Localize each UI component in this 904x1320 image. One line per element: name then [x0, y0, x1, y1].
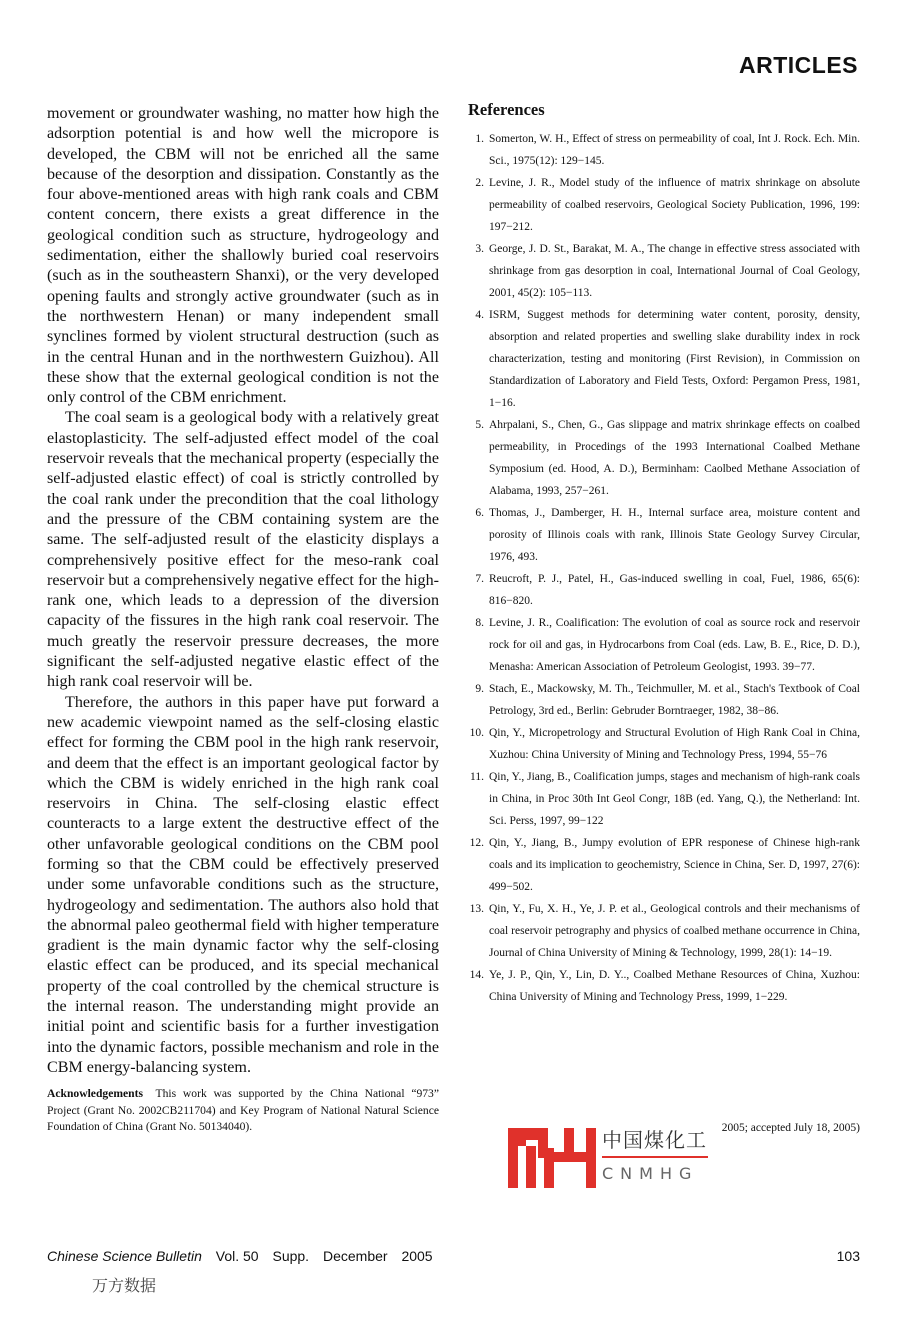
- journal-volume: Vol. 50: [215, 1248, 259, 1264]
- reference-text: Somerton, W. H., Effect of stress on permeability of coal, Int J. Rock. Ech. Min. Sci., 1975(12): 129−145.: [489, 133, 860, 167]
- reference-text: Stach, E., Mackowsky, M. Th., Teichmuller, M. et al., Stach's Textbook of Coal Petrology, 3rd ed., Berlin: Gebruder Borntraeger, 1982, 38−86.: [489, 683, 860, 717]
- reference-item: [468, 568, 860, 612]
- journal-name: Chinese Science Bulletin: [47, 1248, 202, 1264]
- logo-chinese-text: 中国煤化工: [602, 1128, 707, 1152]
- reference-text: Qin, Y., Jiang, B., Coalification jumps, stages and mechanism of high-rank coals in China, in Proc 30th Int Geol Congr, 18B (ed. Yang, Q.), the Netherland: Int. Sci. Perss, 1997, 99−122: [489, 771, 860, 827]
- reference-number: 2.: [475, 177, 484, 189]
- reference-item: [468, 722, 860, 766]
- reference-item: [468, 502, 860, 568]
- reference-text: Reucroft, P. J., Patel, H., Gas-induced swelling in coal, Fuel, 1986, 65(6): 816−820.: [489, 573, 860, 607]
- acknowledgements-label: Acknowledgements: [47, 1087, 143, 1101]
- reference-text: Thomas, J., Damberger, H. H., Internal surface area, moisture content and porosity of Illinois coals with rank, Illinois State Geology Survey Circular, 1976, 493.: [489, 507, 860, 563]
- reference-number: 12.: [469, 837, 484, 849]
- mh-logo-icon: [508, 1128, 596, 1188]
- reference-item: [468, 238, 860, 304]
- reference-text: Qin, Y., Jiang, B., Jumpy evolution of EPR responese of Chinese high-rank coals and its implication to geochemistry, Science in China, Ser. D, 1997, 27(6): 499−502.: [489, 837, 860, 893]
- reference-text: Qin, Y., Micropetrology and Structural Evolution of High Rank Coal in China, Xuzhou: China University of Mining and Technology Press, 1994, 55−76: [489, 727, 860, 761]
- reference-text: Levine, J. R., Coalification: The evolution of coal as source rock and reservoir rock for oil and gas, in Hydrocarbons from Coal (eds. Law, B. E., Rice, D. D.), Menasha: American Association of Petroleum Geologist, 1993. 39−77.: [489, 617, 860, 673]
- reference-number: 3.: [475, 243, 484, 255]
- received-accepted-note: 2005; accepted July 18, 2005): [721, 1122, 860, 1134]
- reference-number: 8.: [475, 617, 484, 629]
- references-title: References: [468, 100, 545, 119]
- reference-text: Levine, J. R., Model study of the influence of matrix shrinkage on absolute permeability of coalbed reservoirs, Geological Society Publication, 1996, 199: 197−212.: [489, 177, 860, 233]
- reference-item: [468, 128, 860, 172]
- body-paragraph: Therefore, the authors in this paper have put forward a new academic viewpoint named as the self-closing elastic effect for forming the CBM pool in the high rank reservoir, and deem that the effect is an important geological factor by which the CBM is widely enriched in the high rank coal reservoirs in China. The self-closing elastic effect counteracts to a large extent the destructive effect of the other unfavorable geological conditions on the CBM pool forming so that the CBM could be effectively preserved under some unfavorable conditions such as the structure, hydrogeology and sedimentation. The authors also hold that the abnormal paleo geothermal field with higher temperature gradient is the main dynamic factor why the self-closing elastic effect can be produced, and its special mechanical property of the coal controlled by the chemical structure is the internal reason. The understanding might provide an initial point and scientific basis for a further investigation into the dynamic factors, possible mechanism and role in the CBM energy-balancing system.: [47, 693, 439, 1076]
- reference-text: Ahrpalani, S., Chen, G., Gas slippage and matrix shrinkage effects on coalbed permeability, in Procedings of the 1993 International Coalbed Methane Symposium (ed. Hood, A. D.), Berminham: Caolbed Methane Association of Alabama, 1993, 257−261.: [489, 419, 860, 497]
- journal-month: December: [322, 1248, 388, 1264]
- reference-text: George, J. D. St., Barakat, M. A., The change in effective stress associated with shrinkage from gas desorption in coal, International Journal of Coal Geology, 2001, 45(2): 105−113.: [489, 243, 860, 299]
- references-column: [468, 100, 860, 1008]
- reference-item: [468, 898, 860, 964]
- reference-item: [468, 414, 860, 502]
- section-header: ARTICLES: [739, 52, 858, 78]
- reference-item: [468, 304, 860, 414]
- reference-item: [468, 678, 860, 722]
- reference-number: 11.: [470, 771, 484, 783]
- reference-number: 10.: [469, 727, 484, 739]
- reference-number: 1.: [475, 133, 484, 145]
- reference-item: [468, 964, 860, 1008]
- reference-number: 4.: [475, 309, 484, 321]
- reference-item: [468, 766, 860, 832]
- page-footer: [47, 1248, 860, 1264]
- reference-item: [468, 612, 860, 678]
- reference-number: 6.: [475, 507, 484, 519]
- cnmhg-logo: [508, 1124, 718, 1204]
- page-number: 103: [836, 1248, 860, 1264]
- reference-number: 13.: [469, 903, 484, 915]
- reference-item: [468, 172, 860, 238]
- reference-list: [468, 128, 860, 1008]
- journal-supplement: Supp.: [272, 1248, 310, 1264]
- reference-text: ISRM, Suggest methods for determining water content, porosity, density, absorption and related properties and swelling slake durability index in rock characterization, testing and monitoring (First Revision), in Commission on Standardization of Laboratory and Field Tests, Oxford: Pergamon Press, 1981, 1−16.: [489, 309, 860, 409]
- reference-number: 7.: [475, 573, 484, 585]
- journal-year: 2005: [401, 1248, 433, 1264]
- body-column: [47, 104, 439, 1135]
- reference-number: 9.: [475, 683, 484, 695]
- reference-text: Qin, Y., Fu, X. H., Ye, J. P. et al., Geological controls and their mechanisms of coal reservoir petrography and physics of coalbed methane occurrence in China, Journal of China University of Mining & Technology, 1999, 28(1): 14−19.: [489, 903, 860, 959]
- acknowledgements-text: This work was supported by the China National “973” Project (Grant No. 2002CB211704) and Key Program of National Natural Science Foundation of China (Grant No. 50134040).: [47, 1087, 439, 1133]
- reference-text: Ye, J. P., Qin, Y., Lin, D. Y.., Coalbed Methane Resources of China, Xuzhou: China University of Mining and Technology Press, 1999, 1−229.: [489, 969, 860, 1003]
- acknowledgements: [47, 1086, 439, 1135]
- body-paragraph: The coal seam is a geological body with a relatively great elastoplasticity. The self-adjusted effect model of the coal reservoir reveals that the mechanical property (especially the self-adjusted elastic effect) of coal is strictly controlled by the coal rank under the precondition that the coal lithology and the pressure of the CBM containing system are the same. The self-adjusted result of the elasticity displays a comprehensively positive effect for the meso-rank coal reservoir but a comprehensively negative effect for the high-rank one, which leads to a depression of the diversion capacity of the fissures in the high rank coal reservoir. The much greatly the reservoir pressure decreases, the more significant the self-adjusted negative elastic effect of the high rank coal reservoir will be.: [47, 409, 439, 691]
- body-paragraph: movement or groundwater washing, no matter how high the adsorption potential is and how well the micropore is developed, the CBM will not be enriched all the same because of the desorption and dissipation. Constantly as the four above-mentioned areas with high rank coals and CBM content concern, there exists a great difference in the geological condition such as structure, hydrogeology and sedimentation, either the shallowly buried coal reservoirs (such as in the southeastern Shanxi), or the very developed opening faults and strongly active groundwater (such as in the northwestern Henan) or many independent small synclines formed by violent structural destruction (such as in the central Hunan and in the northwestern Guizhou). All these show that the external geological condition is not the only control of the CBM enrichment.: [47, 105, 439, 407]
- logo-divider: [602, 1156, 708, 1158]
- reference-number: 14.: [469, 969, 484, 981]
- reference-number: 5.: [475, 419, 484, 431]
- reference-item: [468, 832, 860, 898]
- logo-english-text: CNMHG: [602, 1164, 699, 1183]
- wanfang-watermark: 万方数据: [92, 1276, 157, 1295]
